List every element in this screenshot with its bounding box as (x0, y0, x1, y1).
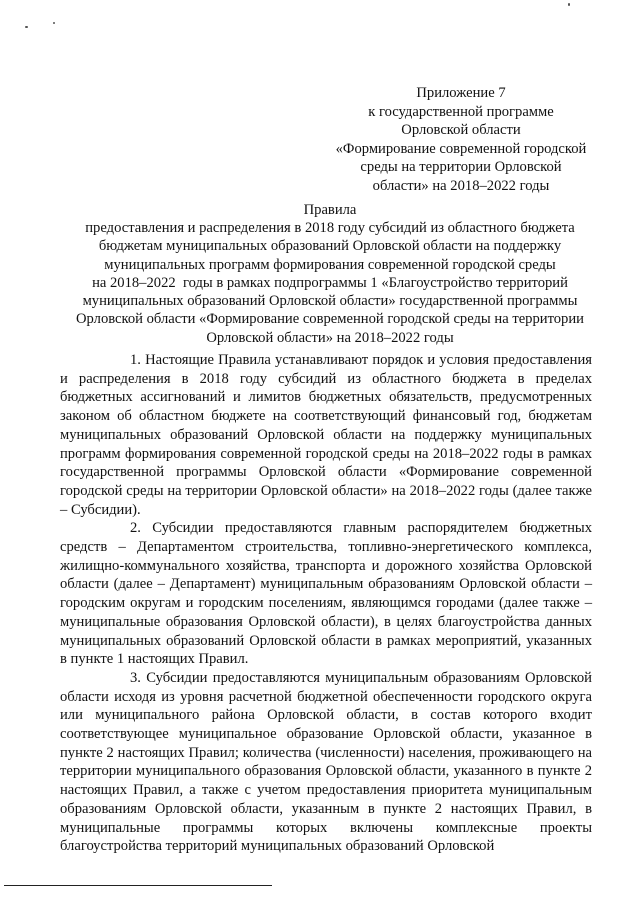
title-line: на 2018–2022 годы в рамках подпрограммы 1 «Благоустройство территорий (92, 274, 568, 291)
paragraph-3: 3. Субсидии предоставляются муниципальным образованиям Орловской области исходя из уровня расчетной бюджетной обеспеченности городского округа или муниципального района Орловской области, в состав которого входит соответствующее муниципальное образование Орловской области, указанное в пункте 2 настоящих Правил; количества (численности) населения, проживающего на территории муниципального образования Орловской области, указанного в пункте 2 настоящих Правил, а также с учетом предоставления приоритета муниципальным образованиям Орловской области, указанным в пункте 2 настоящих Правил, в муниципальные программы которых включены комплексные проекты благоустройства территорий муниципальных образований Орловской (60, 669, 592, 855)
caption-line: области» на 2018–2022 годы (372, 177, 550, 194)
document-body (60, 351, 592, 856)
title-line: муниципальных программ формирования современной городской среды (104, 256, 556, 273)
title-line: Орловской области «Формирование современной городской среды на территории (76, 311, 584, 328)
appendix-caption (328, 84, 594, 196)
document-title (40, 219, 620, 347)
scan-speck (53, 22, 55, 24)
caption-line: «Формирование современной городской (335, 140, 587, 157)
title-line: муниципальных образований Орловской области» государственной программы (82, 293, 578, 310)
document-heading: Правила (303, 202, 357, 218)
paragraph-2: 2. Субсидии предоставляются главным распорядителем бюджетных средств – Департаментом строительства, топливно-энергетического комплекса, жилищно-коммунального хозяйства, транспорта и дорожного хозяйства Орловской области (далее – Департамент) муниципальным образованиям Орловской области – городским округам и городским поселениям, являющимся городами (далее также – муниципальные образования Орловской области), в целях благоустройства данных муниципальных образований Орловской области в рамках мероприятий, указанных в пункте 1 настоящих Правил. (60, 520, 592, 668)
title-line: Орловской области» на 2018–2022 годы (206, 329, 454, 346)
scan-speck (568, 3, 570, 6)
title-line: бюджетам муниципальных образований Орловской области на поддержку (98, 238, 562, 255)
caption-line: Орловской области (401, 122, 521, 139)
caption-line: среды на территории Орловской (360, 159, 562, 176)
caption-line: Приложение 7 (416, 85, 506, 101)
scan-speck (25, 26, 28, 28)
footnote-divider (4, 885, 272, 886)
caption-line: к государственной программе (368, 103, 554, 120)
paragraph-1: 1. Настоящие Правила устанавливают порядок и условия предоставления и распределения в 2018 году субсидий из областного бюджета в пределах бюджетных ассигнований и лимитов бюджетных обязательств, предусмотренных законом об областном бюджете на соответствующий финансовый год, бюджетам муниципальных образований Орловской области на поддержку муниципальных программ формирования современной городской среды на 2018–2022 годы в рамках государственной программы Орловской области «Формирование современной городской среды на территории Орловской области» на 2018–2022 годы (далее также – Субсидии). (60, 352, 592, 518)
title-line: предоставления и распределения в 2018 году субсидий из областного бюджета (85, 220, 575, 236)
